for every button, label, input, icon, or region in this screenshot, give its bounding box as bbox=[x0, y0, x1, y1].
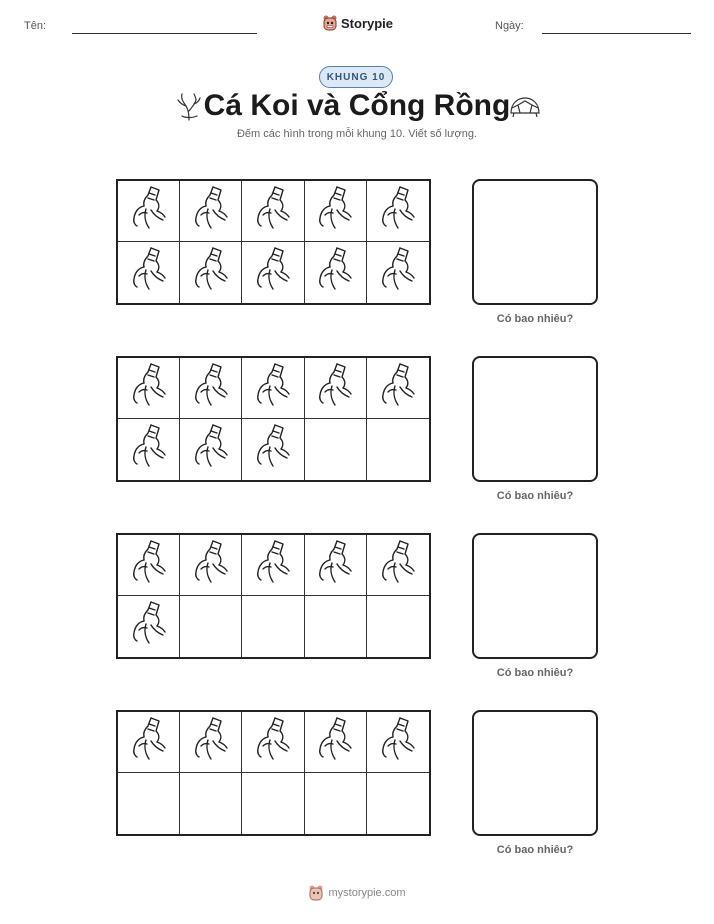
ten-frame-cell bbox=[242, 181, 304, 242]
ten-frame-cell bbox=[242, 358, 304, 419]
dragon-claw-icon bbox=[315, 362, 355, 415]
ten-frame-cell bbox=[180, 773, 242, 834]
dragon-claw-icon bbox=[253, 246, 293, 299]
name-label: Tên: bbox=[24, 20, 47, 32]
dragon-claw-icon bbox=[253, 185, 293, 238]
ten-frame-cell bbox=[242, 242, 304, 303]
answer-box[interactable] bbox=[472, 533, 598, 659]
ten-frame-cell bbox=[367, 419, 429, 480]
ten-frame-cell bbox=[118, 712, 180, 773]
answer-box[interactable] bbox=[472, 356, 598, 482]
ten-frame-cell bbox=[242, 419, 304, 480]
ten-frame-cell bbox=[367, 596, 429, 657]
ten-frame-cell bbox=[242, 773, 304, 834]
answer-label: Có bao nhiêu? bbox=[496, 844, 574, 856]
date-label: Ngày: bbox=[495, 20, 524, 32]
dragon-claw-icon bbox=[129, 600, 169, 653]
ten-frame bbox=[116, 179, 431, 305]
ten-frame-cell bbox=[305, 535, 367, 596]
dragon-claw-icon bbox=[191, 246, 231, 299]
dragon-claw-icon bbox=[378, 362, 418, 415]
dragon-claw-icon bbox=[315, 246, 355, 299]
page-title: Cá Koi và Cổng Rồng bbox=[203, 89, 511, 122]
answer-label: Có bao nhiêu? bbox=[496, 490, 574, 502]
ten-frame-cell bbox=[180, 358, 242, 419]
ten-frame-cell bbox=[180, 596, 242, 657]
ten-frame-cell bbox=[118, 535, 180, 596]
dragon-claw-icon bbox=[191, 185, 231, 238]
name-line[interactable] bbox=[72, 33, 257, 34]
answer-box[interactable] bbox=[472, 179, 598, 305]
ten-frame-cell bbox=[118, 358, 180, 419]
ten-frame-cell bbox=[305, 358, 367, 419]
ten-frame-cell bbox=[118, 596, 180, 657]
ten-frame-cell bbox=[305, 242, 367, 303]
dragon-claw-icon bbox=[191, 716, 231, 769]
ten-frame-cell bbox=[118, 419, 180, 480]
ten-frame-cell bbox=[305, 773, 367, 834]
dragon-claw-icon bbox=[253, 362, 293, 415]
ten-frame-cell bbox=[367, 535, 429, 596]
ten-frame-cell bbox=[305, 712, 367, 773]
ten-frame-cell bbox=[305, 181, 367, 242]
ten-frame-cell bbox=[242, 535, 304, 596]
storypie-mascot-icon bbox=[322, 14, 338, 32]
dragon-claw-icon bbox=[191, 423, 231, 476]
ten-frame-cell bbox=[180, 712, 242, 773]
dragon-claw-icon bbox=[378, 716, 418, 769]
ten-frame-badge: KHUNG 10 bbox=[319, 66, 393, 88]
footer-url[interactable]: mystorypie.com bbox=[328, 887, 406, 899]
ten-frame-cell bbox=[305, 596, 367, 657]
ten-frame bbox=[116, 710, 431, 836]
ten-frame-cell bbox=[305, 419, 367, 480]
dragon-claw-icon bbox=[315, 716, 355, 769]
instructions: Đếm các hình trong mỗi khung 10. Viết số lượng. bbox=[236, 128, 477, 140]
ten-frame-cell bbox=[180, 242, 242, 303]
dragon-claw-icon bbox=[253, 423, 293, 476]
brand-logo bbox=[322, 13, 393, 33]
ten-frame-cell bbox=[118, 773, 180, 834]
answer-label: Có bao nhiêu? bbox=[496, 667, 574, 679]
dragon-claw-icon bbox=[253, 716, 293, 769]
date-line[interactable] bbox=[542, 33, 691, 34]
ten-frame bbox=[116, 356, 431, 482]
ten-frame-cell bbox=[367, 773, 429, 834]
dragon-claw-icon bbox=[129, 716, 169, 769]
ten-frame-cell bbox=[367, 358, 429, 419]
ten-frame-cell bbox=[180, 181, 242, 242]
answer-label: Có bao nhiêu? bbox=[496, 313, 574, 325]
ten-frame bbox=[116, 533, 431, 659]
dragon-claw-icon bbox=[129, 539, 169, 592]
ten-frame-cell bbox=[118, 181, 180, 242]
dragon-claw-icon bbox=[315, 185, 355, 238]
footer bbox=[0, 884, 714, 902]
ten-frame-cell bbox=[367, 181, 429, 242]
dragon-claw-icon bbox=[129, 362, 169, 415]
brand-name: Storypie bbox=[341, 15, 394, 31]
dragon-claw-icon bbox=[129, 246, 169, 299]
dragon-claw-icon bbox=[129, 185, 169, 238]
ten-frame-cell bbox=[180, 419, 242, 480]
dragon-claw-icon bbox=[378, 246, 418, 299]
storypie-mascot-icon bbox=[308, 884, 324, 902]
turtle-shell-icon bbox=[508, 95, 542, 119]
ten-frame-cell bbox=[118, 242, 180, 303]
dragon-claw-icon bbox=[378, 185, 418, 238]
dragon-claw-icon bbox=[378, 539, 418, 592]
ten-frame-cell bbox=[180, 535, 242, 596]
answer-box[interactable] bbox=[472, 710, 598, 836]
dragon-claw-icon bbox=[253, 539, 293, 592]
dragon-claw-icon bbox=[191, 539, 231, 592]
ten-frame-cell bbox=[367, 712, 429, 773]
dragon-claw-icon bbox=[191, 362, 231, 415]
ten-frame-cell bbox=[242, 712, 304, 773]
ten-frame-cell bbox=[242, 596, 304, 657]
dragon-claw-icon bbox=[129, 423, 169, 476]
dragon-claw-icon bbox=[315, 539, 355, 592]
ten-frame-cell bbox=[367, 242, 429, 303]
